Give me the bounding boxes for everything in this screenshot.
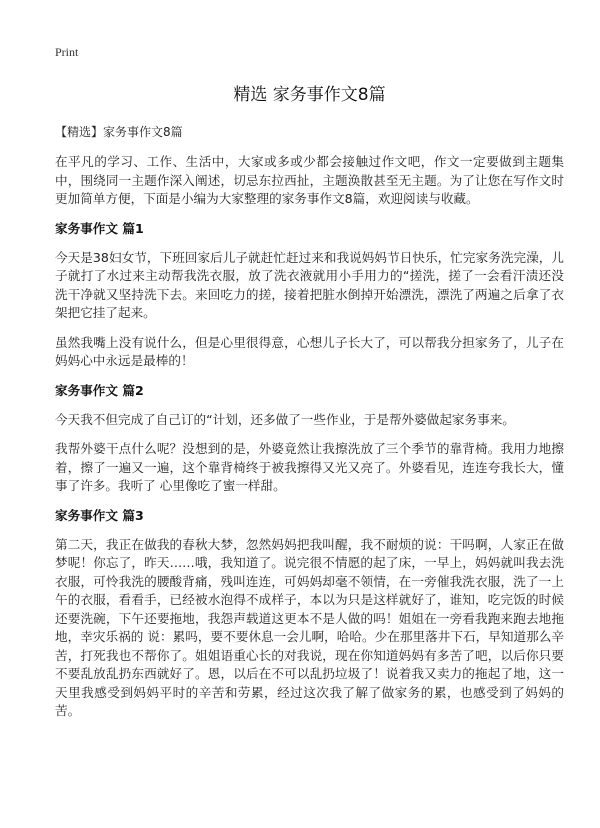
section-heading: 家务事作文 篇2 [55, 382, 144, 398]
section-paragraph: 第二天，我正在做我的春秋大梦，忽然妈妈把我叫醒，我不耐烦的说：干吗啊，人家正在做梦呢！你忘了，昨天……哦，我知道了。说完很不情愿的起了床，一早上，妈妈就叫我去洗衣服，可怜我洗的腰酸背痛，残叫连连，可妈妈却毫不领情，在一旁催我洗衣服，洗了一上午的衣服，看看手，已经被水泡得不成样子，本以为只是这样就好了，谁知，吃完饭的时候还要洗碗，下午还要拖地，我怨声载道这更本不是人做的吗！姐姐在一旁看我跑来跑去地拖地，幸灾乐祸的 说：累吗，要不要休息一会儿啊，哈哈。少在那里落井下石，早知道那么辛苦，打死我也不帮你了。姐姐语重心长的对我说，现在你知道妈妈有多苦了吧，以后你只要不要乱放乱扔东西就好了。恩，以后在不可以乱扔垃圾了！说着我又卖力的拖起了地，这一天里我感受到妈妈平时的辛苦和劳累，经过这次我了解了做家务的累，也感受到了妈妈的苦。 [55, 536, 564, 718]
section-1 [55, 220, 564, 371]
document-subtitle: 【精选】家务事作文8篇 [55, 125, 183, 139]
section-heading: 家务事作文 篇1 [55, 220, 144, 236]
section-paragraph: 今天我不但完成了自己订的“计划，还多做了一些作业，于是帮外婆做起家务事来。 [55, 411, 515, 427]
section-paragraph: 今天是38妇女节，下班回家后儿子就赶忙赶过来和我说妈妈节日快乐，忙完家务洗完澡，儿子就打了水过来主动帮我洗衣服，放了洗衣液就用小手用力的“搓洗，搓了一会看汗渍还没洗干净就又坚持洗下去。来回吃力的搓，接着把脏水倒掉开始漂洗，漂洗了两遍之后拿了衣架把它挂了起来。 [55, 249, 564, 320]
section-paragraph: 我帮外婆干点什么呢？没想到的是，外婆竟然让我擦洗放了三个季节的靠背椅。我用力地擦着，擦了一遍又一遍，这个靠背椅终于被我擦得又光又亮了。外婆看见，连连夸我长大，懂事了许多。我听了 心里像吃了蜜一样甜。 [55, 441, 564, 493]
section-heading: 家务事作文 篇3 [55, 507, 144, 523]
section-2 [55, 382, 564, 496]
section-3 [55, 507, 564, 721]
section-paragraph: 虽然我嘴上没有说什么，但是心里很得意，心想儿子长大了，可以帮我分担家务了，儿子在妈妈心中永远是最棒的！ [55, 334, 564, 368]
document-title: 精选 家务事作文8篇 [233, 85, 386, 105]
intro-paragraph: 在平凡的学习、工作、生活中，大家或多或少都会接触过作文吧，作文一定要做到主题集中，围绕同一主题作深入阐述，切忌东拉西扯，主题涣散甚至无主题。为了让您在写作文时更加简单方便，下面是小编为大家整理的家务事作文8篇，欢迎阅读与收藏。 [55, 154, 564, 206]
print-link[interactable]: Print [55, 45, 79, 59]
